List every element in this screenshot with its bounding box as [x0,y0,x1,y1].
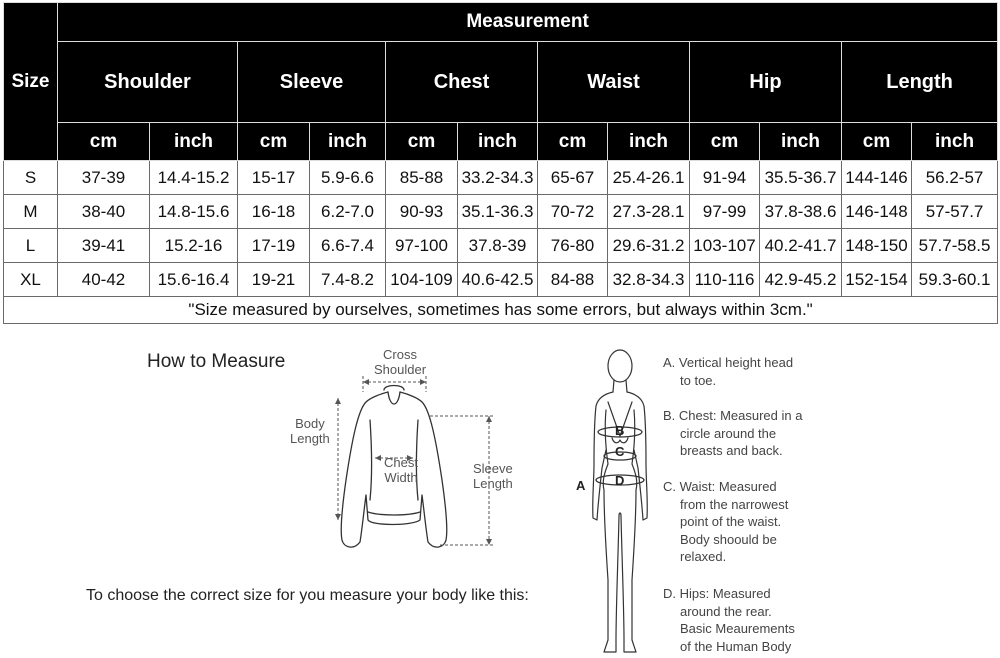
value-cell: 7.4-8.2 [310,263,386,297]
value-cell: 104-109 [386,263,458,297]
value-cell: 27.3-28.1 [608,195,690,229]
note-line: circle around the [680,425,777,441]
value-cell: 85-88 [386,161,458,195]
value-cell: 15-17 [238,161,310,195]
value-cell: 42.9-45.2 [760,263,842,297]
size-cell: XL [4,263,58,297]
how-to-measure-title: How to Measure [147,351,286,372]
value-cell: 40.6-42.5 [458,263,538,297]
value-cell: 32.8-34.3 [608,263,690,297]
size-cell: M [4,195,58,229]
unit-header: cm [386,123,458,161]
table-row [4,195,998,229]
table-row [4,263,998,297]
group-header-waist: Waist [538,42,690,123]
label-line: Length [473,476,513,491]
value-cell: 25.4-26.1 [608,161,690,195]
chest-width-label [384,455,418,485]
value-cell: 59.3-60.1 [912,263,998,297]
body-length-label [290,416,330,446]
unit-header: cm [238,123,310,161]
value-cell: 29.6-31.2 [608,229,690,263]
value-cell: 5.9-6.6 [310,161,386,195]
letter-c: C [615,444,625,459]
note-line: Basic Meaurements [680,621,795,636]
value-cell: 37.8-39 [458,229,538,263]
value-cell: 6.6-7.4 [310,229,386,263]
unit-header: cm [690,123,760,161]
unit-header: inch [458,123,538,161]
value-cell: 17-19 [238,229,310,263]
table-row [4,229,998,263]
size-header: Size [4,3,58,161]
group-header-hip: Hip [690,42,842,123]
body-figure-diagram [560,340,660,658]
unit-header: inch [608,123,690,161]
value-cell: 97-100 [386,229,458,263]
unit-header: cm [58,123,150,161]
note-line: relaxed. [680,549,727,564]
label-line: Chest [384,455,418,470]
value-cell: 110-116 [690,263,760,297]
group-header-length: Length [842,42,998,123]
letter-a: A [576,478,586,493]
value-cell: 144-146 [842,161,912,195]
unit-header: cm [538,123,608,161]
value-cell: 65-67 [538,161,608,195]
value-cell: 91-94 [690,161,760,195]
value-cell: 90-93 [386,195,458,229]
value-cell: 37-39 [58,161,150,195]
note-line: breasts and back. [680,443,783,458]
value-cell: 33.2-34.3 [458,161,538,195]
note-line: around the rear. [680,603,772,619]
value-cell: 15.2-16 [150,229,238,263]
unit-header: cm [842,123,912,161]
label-line: Body [295,416,325,431]
label-line: Shoulder [374,362,427,377]
group-header-chest: Chest [386,42,538,123]
note-b [663,407,802,460]
value-cell: 76-80 [538,229,608,263]
value-cell: 148-150 [842,229,912,263]
size-cell: S [4,161,58,195]
size-note: "Size measured by ourselves, sometimes has some errors, but always within 3cm." [4,297,998,324]
label-line: Width [384,470,418,485]
note-line: A. Vertical height head [663,355,794,370]
note-line: D. Hips: Measured [663,586,771,601]
note-line: point of the waist. [680,514,782,529]
cross-shoulder-label [374,347,426,377]
table-note-row [4,297,998,324]
note-line: of the Human Body [680,638,792,654]
value-cell: 103-107 [690,229,760,263]
value-cell: 40-42 [58,263,150,297]
value-cell: 146-148 [842,195,912,229]
note-line: to toe. [680,372,717,388]
letter-b: B [615,423,625,438]
value-cell: 38-40 [58,195,150,229]
sleeve-length-label [473,461,513,491]
group-header-shoulder: Shoulder [58,42,238,123]
size-chart-table [3,2,998,324]
value-cell: 37.8-38.6 [760,195,842,229]
letter-d: D [615,473,625,488]
value-cell: 15.6-16.4 [150,263,238,297]
value-cell: 70-72 [538,195,608,229]
value-cell: 14.4-15.2 [150,161,238,195]
note-d [663,585,795,655]
group-header-sleeve: Sleeve [238,42,386,123]
value-cell: 39-41 [58,229,150,263]
size-cell: L [4,229,58,263]
value-cell: 14.8-15.6 [150,195,238,229]
unit-header: inch [760,123,842,161]
note-line: C. Waist: Measured [663,479,777,494]
value-cell: 16-18 [238,195,310,229]
value-cell: 19-21 [238,263,310,297]
value-cell: 57.7-58.5 [912,229,998,263]
label-line: Sleeve [473,461,513,476]
measurement-header: Measurement [58,3,998,42]
unit-header: inch [912,123,998,161]
label-line: Length [290,431,330,446]
unit-header: inch [310,123,386,161]
note-a [663,354,793,389]
table-row [4,161,998,195]
note-line: B. Chest: Measured in a [663,408,803,423]
value-cell: 84-88 [538,263,608,297]
unit-header: inch [150,123,238,161]
value-cell: 152-154 [842,263,912,297]
value-cell: 35.1-36.3 [458,195,538,229]
value-cell: 57-57.7 [912,195,998,229]
value-cell: 35.5-36.7 [760,161,842,195]
value-cell: 97-99 [690,195,760,229]
value-cell: 56.2-57 [912,161,998,195]
value-cell: 40.2-41.7 [760,229,842,263]
note-line: from the narrowest [680,496,789,512]
note-c [663,478,788,566]
note-line: Body shoould be [680,531,777,547]
choose-size-text: To choose the correct size for you measure your body like this: [86,587,529,604]
label-line: Cross [383,347,417,362]
value-cell: 6.2-7.0 [310,195,386,229]
